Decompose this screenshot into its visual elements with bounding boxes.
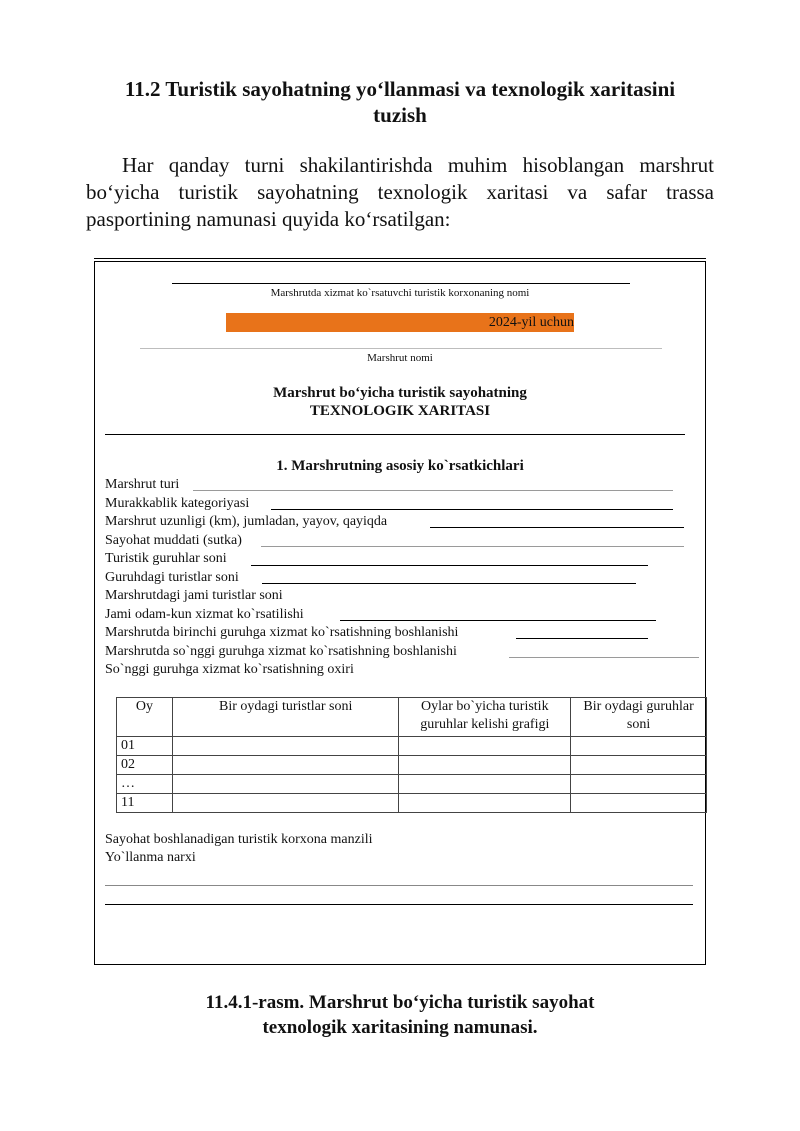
org-name-caption: Marshrutda xizmat ko`rsatuvchi turistik korxonaning nomi xyxy=(270,287,530,299)
field-route-length: Marshrut uzunligi (km), jumladan, yayov, qayiqda xyxy=(105,514,388,529)
figure-caption-line2: texnologik xaritasining namunasi. xyxy=(262,1017,538,1038)
intro-paragraph xyxy=(86,152,714,233)
field-start-address: Sayohat boshlanadigan turistik korxona manzili xyxy=(105,832,373,847)
table-cell[interactable] xyxy=(399,794,571,813)
field-first-group-start-blank[interactable] xyxy=(516,638,648,639)
field-route-type-blank[interactable] xyxy=(193,490,673,491)
table-cell[interactable] xyxy=(571,737,707,756)
table-row xyxy=(117,737,707,756)
table-cell[interactable] xyxy=(571,794,707,813)
field-last-group-start-blank[interactable] xyxy=(509,657,699,658)
field-trip-duration-blank[interactable] xyxy=(261,546,684,547)
year-highlight-bar xyxy=(226,313,574,332)
field-last-group-start: Marshrutda so`nggi guruhga xizmat ko`rsatishning boshlanishi xyxy=(105,644,457,659)
table-row xyxy=(117,756,707,775)
table-cell[interactable] xyxy=(172,794,399,813)
table-cell[interactable] xyxy=(172,775,399,794)
field-difficulty-category-blank[interactable] xyxy=(271,509,673,510)
table-cell[interactable] xyxy=(571,756,707,775)
field-voucher-price: Yo`llanma narxi xyxy=(105,850,196,865)
form-title-line1: Marshrut bo‘yicha turistik sayohatning xyxy=(273,385,527,401)
price-line-2[interactable] xyxy=(105,904,693,905)
field-group-count-blank[interactable] xyxy=(251,565,648,566)
field-route-type: Marshrut turi xyxy=(105,477,180,492)
month-cell: 01 xyxy=(117,737,173,756)
col-header-tourists-per-month: Bir oydagi turistlar soni xyxy=(172,698,399,737)
col-header-arrival-schedule: Oylar bo`yicha turistik guruhlar kelishi grafigi xyxy=(399,698,571,737)
section-heading-line2: tuzish xyxy=(373,103,427,127)
month-cell: … xyxy=(117,775,173,794)
field-group-count: Turistik guruhlar soni xyxy=(105,551,227,566)
field-person-days-blank[interactable] xyxy=(340,620,656,621)
figure-caption-line1: 11.4.1-rasm. Marshrut bo‘yicha turistik sayohat xyxy=(205,992,595,1013)
table-cell[interactable] xyxy=(399,737,571,756)
year-label: 2024-yil uchun xyxy=(488,315,574,330)
table-row xyxy=(117,794,707,813)
table-cell[interactable] xyxy=(571,775,707,794)
intro-text: Har qanday turni shakilantirishda muhim hisoblangan marshrut bo‘yicha turistik sayohatning texnologik xaritasi va safar trassa pasportining namunasi quyida ko‘rsatilgan: xyxy=(86,153,714,231)
price-line-1[interactable] xyxy=(105,885,693,886)
month-cell: 02 xyxy=(117,756,173,775)
field-person-days: Jami odam-kun xizmat ko`rsatilishi xyxy=(105,607,304,622)
table-cell[interactable] xyxy=(399,756,571,775)
title-rule xyxy=(105,434,685,435)
field-total-tourists: Marshrutdagi jami turistlar soni xyxy=(105,588,283,603)
table-row xyxy=(117,775,707,794)
route-name-line xyxy=(140,348,662,349)
field-difficulty-category: Murakkablik kategoriyasi xyxy=(105,496,250,511)
section-heading-line1: 11.2 Turistik sayohatning yo‘llanmasi va texnologik xaritasini xyxy=(124,77,676,101)
figure-caption xyxy=(80,990,720,1040)
section-heading xyxy=(80,76,720,128)
month-cell: 11 xyxy=(117,794,173,813)
field-tourists-per-group: Guruhdagi turistlar soni xyxy=(105,570,239,585)
table-cell[interactable] xyxy=(172,737,399,756)
field-first-group-start: Marshrutda birinchi guruhga xizmat ko`rsatishning boshlanishi xyxy=(105,625,459,640)
field-trip-duration: Sayohat muddati (sutka) xyxy=(105,533,242,548)
org-name-line xyxy=(172,283,630,284)
field-last-group-end: So`nggi guruhga xizmat ko`rsatishning oxiri xyxy=(105,662,354,677)
col-header-groups-per-month: Bir oydagi guruhlar soni xyxy=(571,698,707,737)
monthly-groups-table xyxy=(116,697,707,813)
section-1-title: 1. Marshrutning asosiy ko`rsatkichlari xyxy=(276,458,524,474)
table-cell[interactable] xyxy=(172,756,399,775)
field-tourists-per-group-blank[interactable] xyxy=(262,583,636,584)
col-header-month: Oy xyxy=(117,698,173,737)
table-header-row xyxy=(117,698,707,737)
route-name-caption: Marshrut nomi xyxy=(367,352,433,364)
form-title-line2: TEXNOLOGIK XARITASI xyxy=(309,403,491,419)
field-route-length-blank[interactable] xyxy=(430,527,684,528)
frame-top-rule xyxy=(94,258,706,259)
table-cell[interactable] xyxy=(399,775,571,794)
